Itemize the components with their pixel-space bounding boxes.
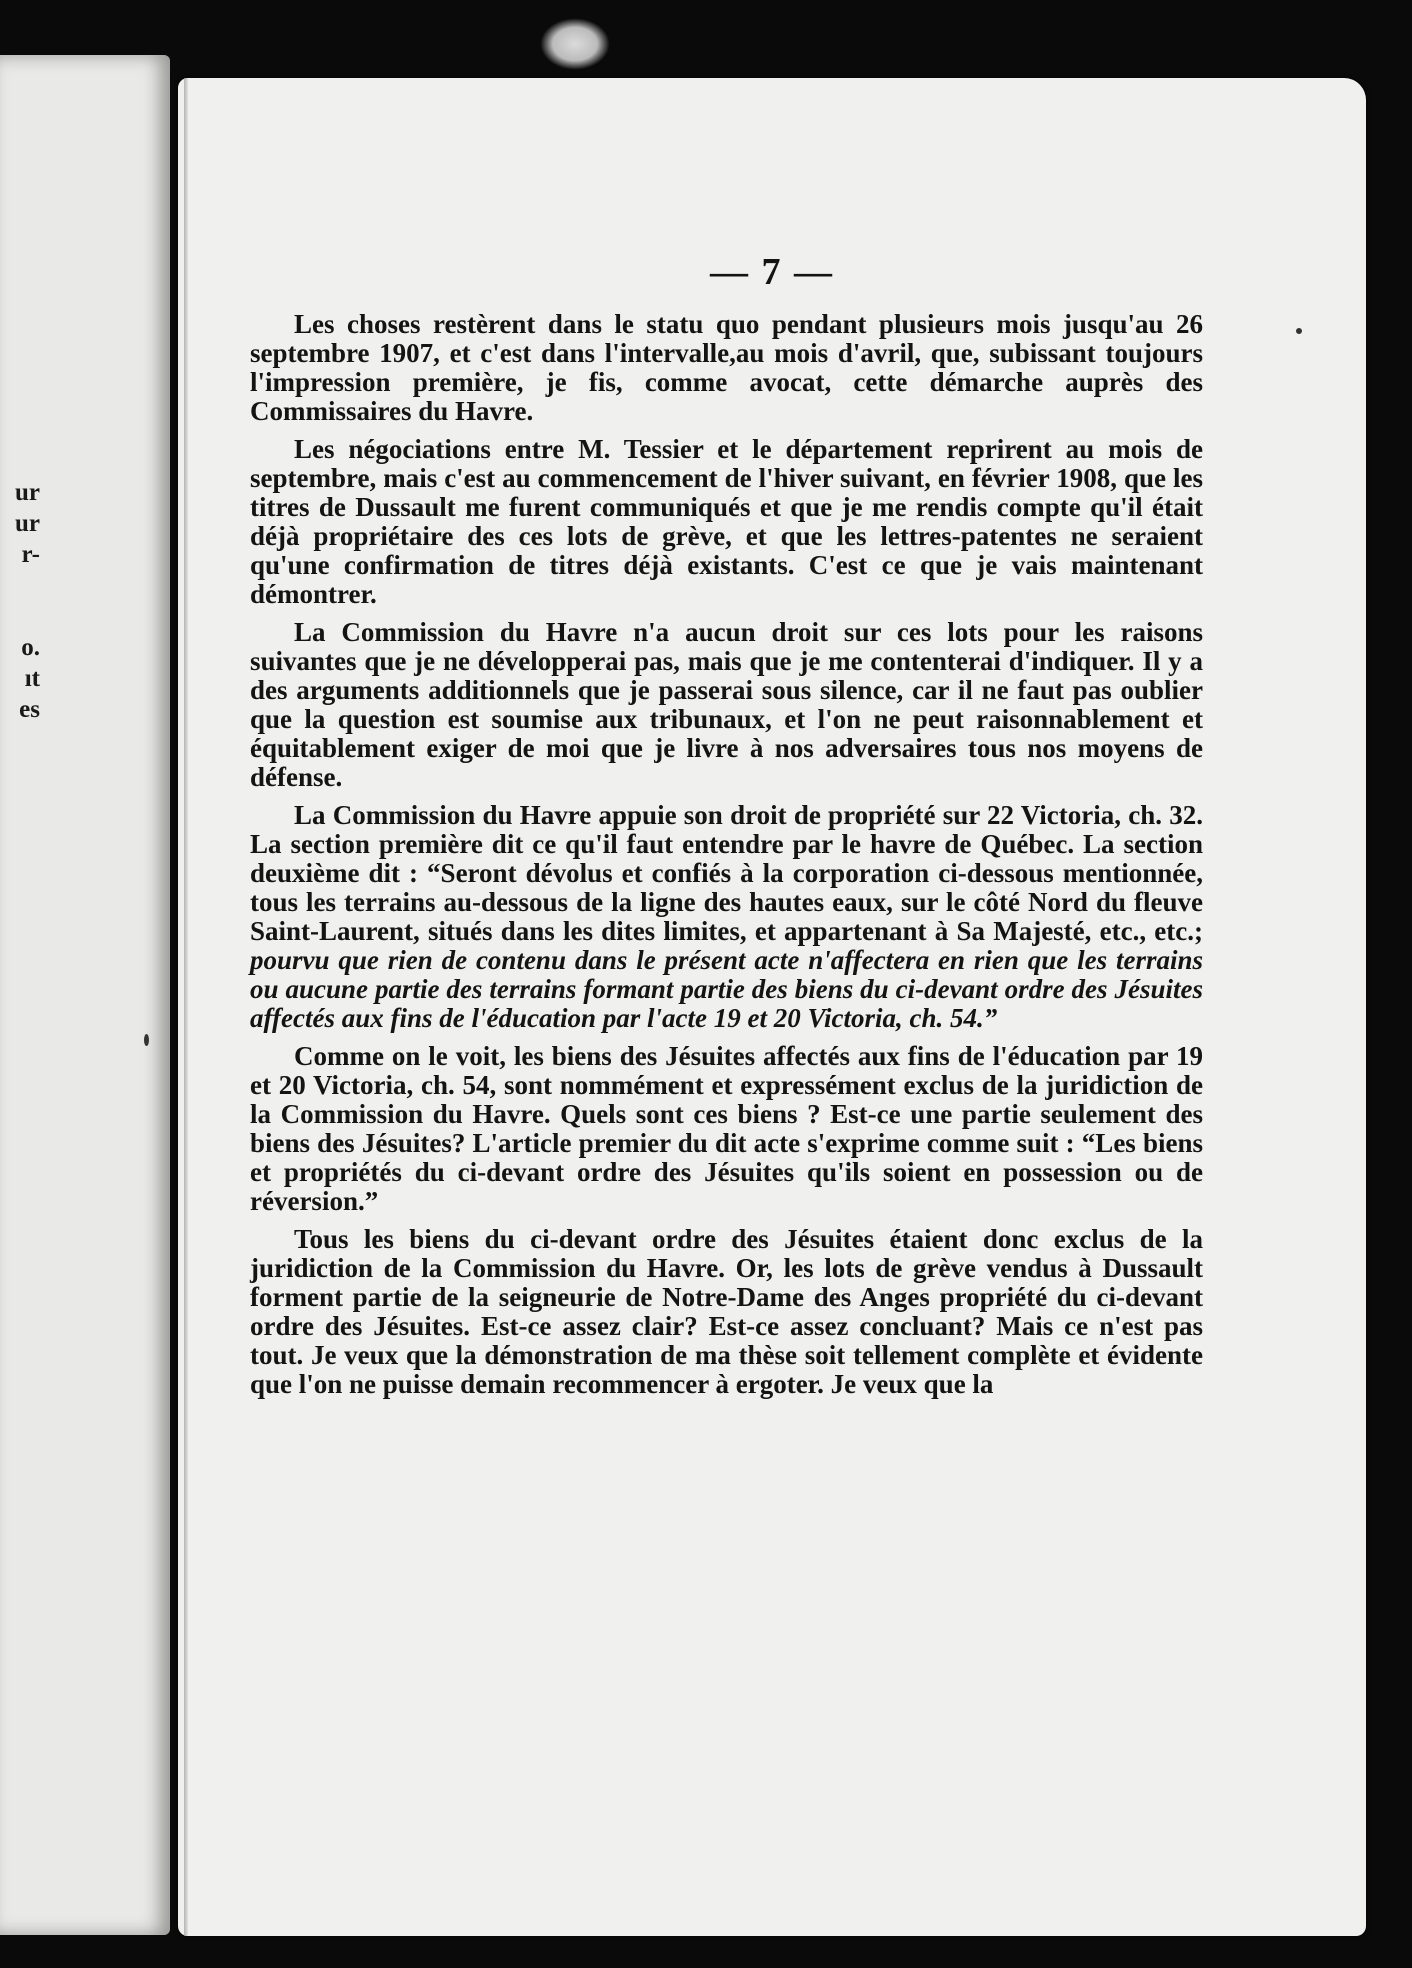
left-fragment: es	[19, 696, 40, 723]
page-gutter	[184, 78, 188, 1936]
paragraph-text: Les négociations entre M. Tessier et le département reprirent au mois de septembre, mais c'est au commencement de l'hiver suivant, en février 1908, que les titres de Dussault me furent communiqués et que je me rendis compte qu'il était déjà propriétaire des ces lots de grève, et que les lettres-patentes ne seraient qu'une confirmation de titres déjà existants. C'est ce que je vais maintenant démontrer.	[250, 434, 1203, 609]
paragraph-text: La Commission du Havre n'a aucun droit sur ces lots pour les raisons suivantes que je ne développerai pas, mais que je me contenterai d'indiquer. Il y a des arguments additionnels que je passerai sous silence, car il ne faut pas oublier que la question est soumise aux tribunaux, et l'on ne peut raisonnablement et équitablement exiger de moi que je livre à nos adversaires tous nos moyens de défense.	[250, 617, 1203, 792]
paragraph-text: Les choses restèrent dans le statu quo pendant plusieurs mois jusqu'au 26 septembre 1907, et c'est dans l'intervalle,au mois d'avril, que, subissant toujours l'impression première, je fis, comme avocat, cette démarche auprès des Commissaires du Havre.	[250, 309, 1203, 426]
scan-blot	[540, 18, 610, 70]
left-fragment: r-	[21, 541, 40, 568]
scan-speck	[144, 1034, 149, 1046]
paragraph-4	[250, 801, 1203, 1033]
left-fragment-gap	[0, 570, 40, 632]
left-fragment: ur	[15, 479, 40, 506]
paragraph-italic-quote: pourvu que rien de contenu dans le présent acte n'affectera en rien que les terrains ou aucune partie des terrains formant partie des biens du ci-devant ordre des Jésuites affectés aux fins de l'éducation par l'acte 19 et 20 Victoria, ch. 54.”	[250, 945, 1203, 1033]
paragraph-3	[250, 618, 1203, 792]
paragraph-text: Comme on le voit, les biens des Jésuites affectés aux fins de l'éducation par 19 et 20 Victoria, ch. 54, sont nommément et expressément exclus de la juridiction de la Commission du Havre. Quels sont ces biens ? Est-ce une partie seulement des biens des Jésuites? L'article premier du dit acte s'exprime comme suit : “Les biens et propriétés du ci-devant ordre des Jésuites qu'ils soient en possession ou de réversion.”	[250, 1041, 1203, 1216]
left-fragment: o.	[21, 634, 40, 661]
paragraph-6	[250, 1225, 1203, 1399]
paragraph-5	[250, 1042, 1203, 1216]
left-fragment: ıt	[24, 665, 40, 692]
paragraph-text: Tous les biens du ci-devant ordre des Jésuites étaient donc exclus de la juridiction de la Commission du Havre. Or, les lots de grève vendus à Dussault forment partie de la seigneurie de Notre-Dame des Anges propriété du ci-devant ordre des Jésuites. Est-ce assez clair? Est-ce assez concluant? Mais ce n'est pas tout. Je veux que la démonstration de ma thèse soit tellement complète et évidente que l'on ne puisse demain recommencer à ergoter. Je veux que la	[250, 1224, 1203, 1399]
page-number: — 7 —	[710, 251, 834, 293]
left-page-edge	[0, 55, 170, 1935]
scanned-page	[178, 78, 1366, 1936]
page-body	[250, 310, 1203, 1399]
left-fragment: ur	[15, 510, 40, 537]
paragraph-1	[250, 310, 1203, 426]
paragraph-text: La Commission du Havre appuie son droit de propriété sur 22 Victoria, ch. 32. La section première dit ce qu'il faut entendre par le havre de Québec. La section deuxième dit : “Seront dévolus et confiés à la corporation ci-dessous mentionnée, tous les terrains au-dessous de la ligne des hautes eaux, sur le côté Nord du fleuve Saint-Laurent, situés dans les dites limites, et appartenant à Sa Majesté, etc., etc.;	[250, 800, 1203, 946]
left-page-fragments	[0, 477, 40, 725]
scan-speck	[1296, 328, 1302, 334]
paragraph-2	[250, 435, 1203, 609]
